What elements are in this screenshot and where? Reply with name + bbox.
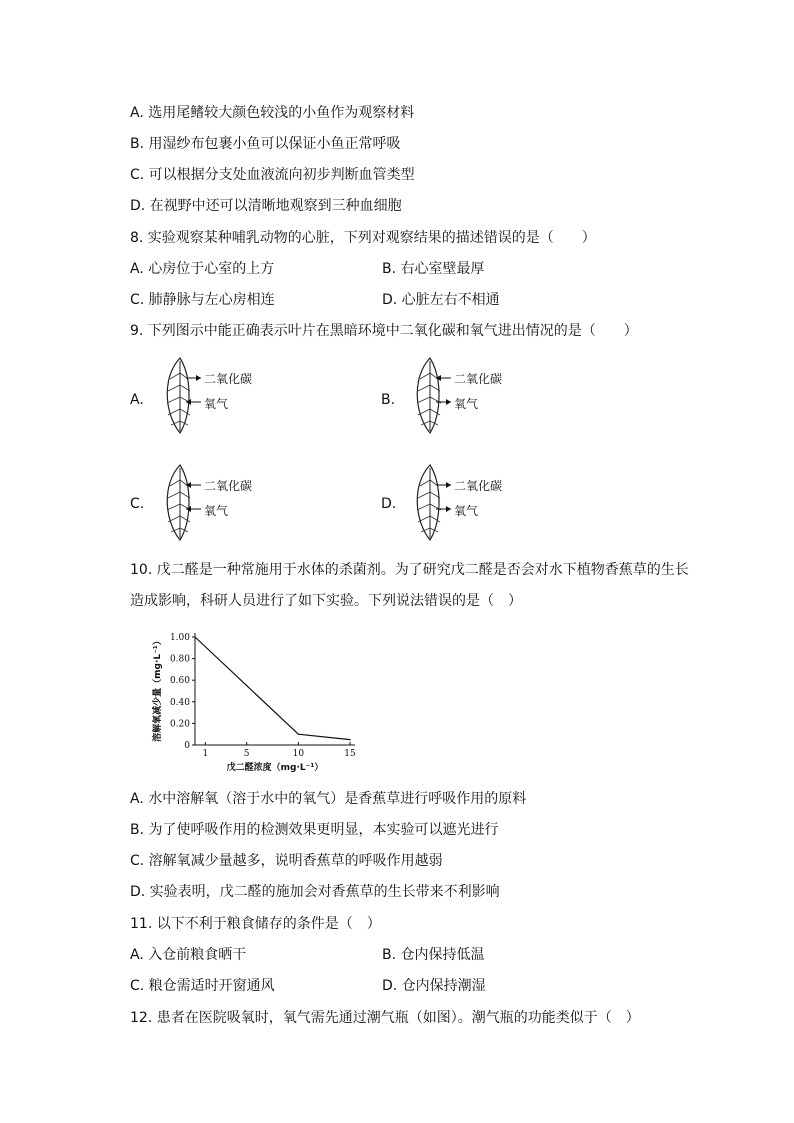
data-point	[298, 734, 299, 735]
q9-diagram-c	[158, 462, 268, 544]
q9-a-o2-label: 氧气	[204, 397, 229, 411]
x-tick-label: 15	[344, 749, 356, 759]
q8-stem: 8. 实验观察某种哺乳动物的心脏，下列对观察结果的描述错误的是（ ）	[130, 230, 596, 246]
series-line	[195, 637, 350, 740]
q10-chart	[150, 625, 365, 775]
q9-stem: 9. 下列图示中能正确表示叶片在黑暗环境中二氧化碳和氧气进出情况的是（ ）	[130, 323, 638, 339]
y-tick-label: 0.20	[169, 719, 190, 730]
q8-option-a: A. 心房位于心室的上方	[130, 261, 275, 277]
q9-letter-d: D.	[381, 496, 397, 512]
x-tick-label: 1	[202, 749, 209, 759]
q11-option-b: B. 仓内保持低温	[382, 947, 485, 963]
q8-option-b: B. 右心室壁最厚	[382, 261, 485, 277]
q9-a-co2-label: 二氧化碳	[204, 372, 253, 386]
q11-option-a: A. 入仓前粮食晒干	[130, 947, 247, 963]
q11-stem: 11. 以下不利于粮食储存的条件是（ ）	[130, 916, 381, 932]
q8-option-d: D. 心脏左右不相通	[382, 292, 500, 308]
q10-option-c: C. 溶解氧减少量越多，说明香蕉草的呼吸作用越弱	[130, 853, 443, 869]
q10-option-d: D. 实验表明，戊二醛的施加会对香蕉草的生长带来不利影响	[130, 884, 500, 900]
q9-diagram-d	[408, 462, 518, 544]
q7-option-d: D. 在视野中还可以清晰地观察到三种血细胞	[130, 198, 402, 214]
q8-option-c: C. 肺静脉与左心房相连	[130, 292, 275, 308]
q9-c-co2-label: 二氧化碳	[204, 479, 253, 493]
q10-stem-line2: 造成影响，科研人员进行了如下实验。下列说法错误的是（ ）	[130, 593, 522, 609]
q9-letter-b: B.	[381, 392, 396, 408]
q9-b-co2-label: 二氧化碳	[454, 372, 503, 386]
q9-d-o2-label: 氧气	[454, 504, 479, 518]
q10-option-a: A. 水中溶解氧（溶于水中的氧气）是香蕉草进行呼吸作用的原料	[130, 791, 527, 807]
x-tick-label: 5	[243, 749, 250, 759]
q11-option-c: C. 粮仓需适时开窗通风	[130, 978, 275, 994]
y-tick-label: 0.40	[169, 697, 190, 708]
q9-b-o2-label: 氧气	[454, 397, 479, 411]
q10-option-b: B. 为了使呼吸作用的检测效果更明显，本实验可以遮光进行	[130, 822, 499, 838]
q7-option-b: B. 用湿纱布包裹小鱼可以保证小鱼正常呼吸	[130, 136, 401, 152]
q9-letter-a: A.	[130, 392, 144, 408]
x-tick-label: 10	[292, 749, 305, 759]
q9-c-o2-label: 氧气	[204, 504, 229, 518]
q7-option-a: A. 选用尾鳍较大颜色较浅的小鱼作为观察材料	[130, 105, 415, 121]
data-point	[349, 739, 350, 740]
q10-stem-line1: 10. 戊二醛是一种常施用于水体的杀菌剂。为了研究戊二醛是否会对水下植物香蕉草的生长	[130, 562, 689, 578]
q11-option-d: D. 仓内保持潮湿	[382, 978, 486, 994]
q9-diagram-a	[158, 355, 268, 437]
q12-stem: 12. 患者在医院吸氧时，氧气需先通过潮气瓶（如图）。潮气瓶的功能类似于（ ）	[130, 1010, 640, 1026]
y-tick-label: 0.60	[169, 676, 190, 687]
x-axis-label: 戊二醛浓度（mg·L⁻¹）	[226, 763, 324, 773]
y-axis-label: 溶解氧减少量（mg·L⁻¹）	[153, 636, 163, 742]
y-tick-label: 0.80	[169, 654, 190, 665]
data-point	[194, 636, 195, 637]
q9-diagram-b	[408, 355, 518, 437]
data-point	[246, 685, 247, 686]
y-tick-label: 1.00	[169, 633, 190, 643]
dissolved-oxygen-chart-svg	[150, 625, 365, 775]
q7-option-c: C. 可以根据分支处血液流向初步判断血管类型	[130, 167, 415, 183]
q9-letter-c: C.	[130, 496, 145, 512]
y-tick-label: 0	[184, 741, 190, 751]
q9-d-co2-label: 二氧化碳	[454, 479, 503, 493]
